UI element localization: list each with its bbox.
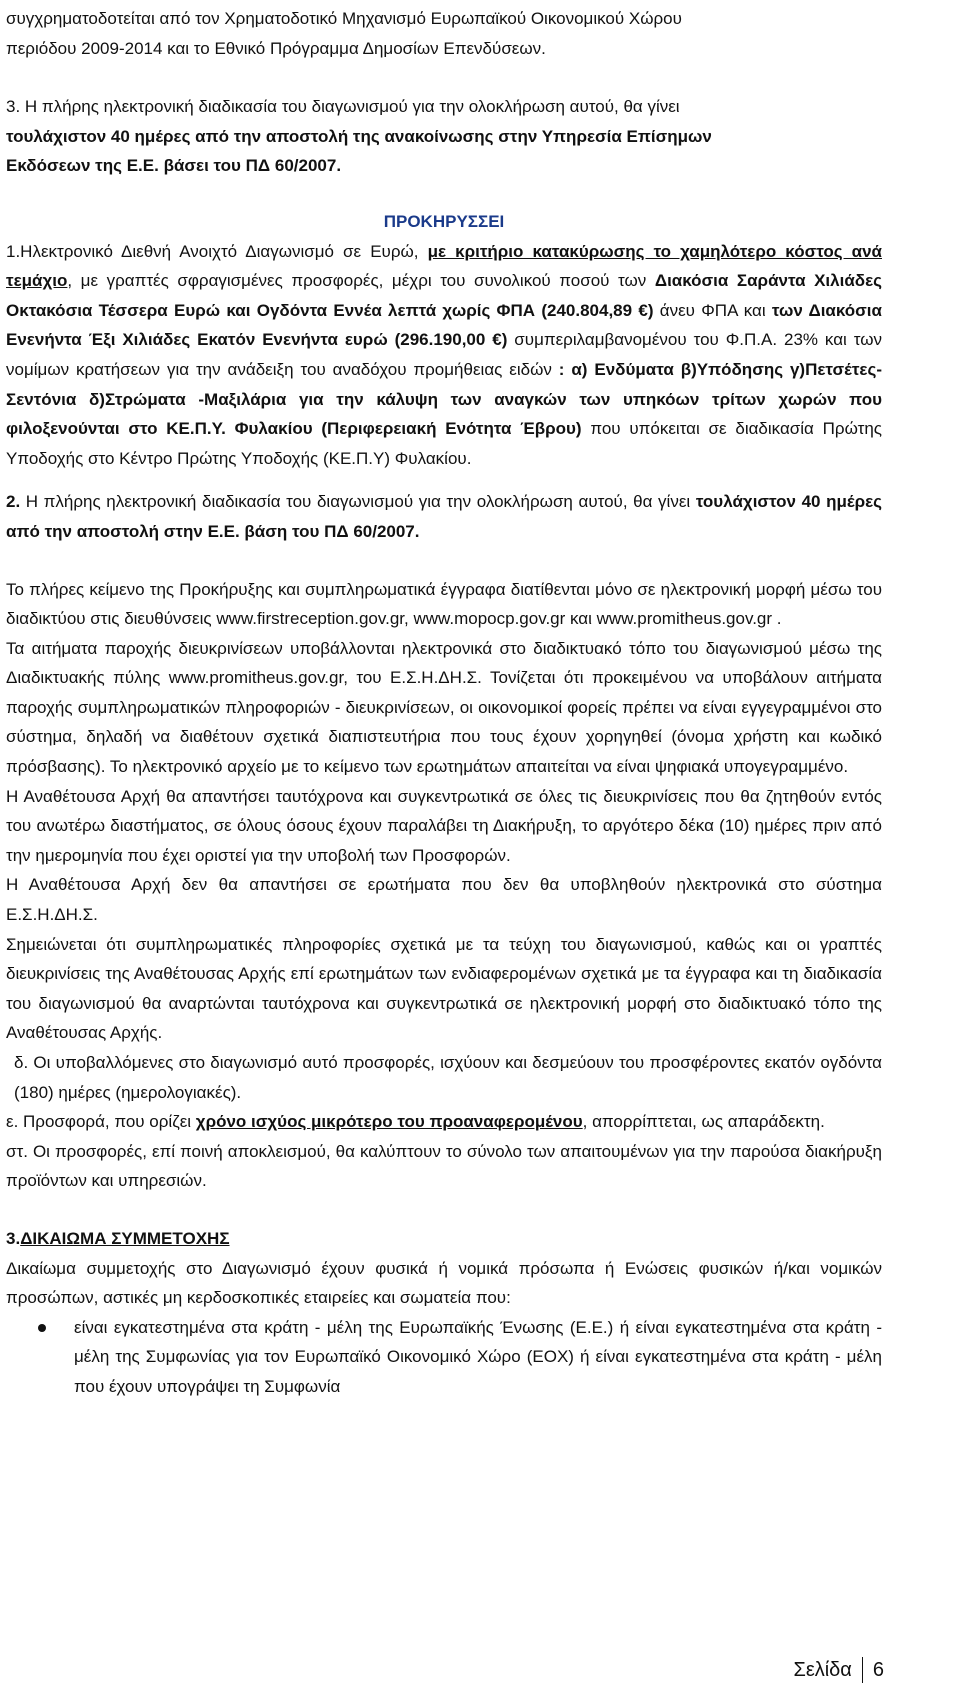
authority-answer-text: Η Αναθέτουσα Αρχή θα απαντήσει ταυτόχρονα και συγκεντρωτικά σε όλες τις διευκρινίσεις που θα ζητηθούν εντός του ανωτέρω διαστήματος, σε όλους όσους έχουν παραλάβει τη Διακήρυξη, το αργότερο δέκα (10) ημέρες πριν από την ημερομηνία που έχει οριστεί για την υποβολή των Προσφορών. (6, 786, 882, 865)
item-3-line-c: Εκδόσεων της Ε.Ε. βάσει του ΠΔ 60/2007. (6, 156, 342, 176)
shorter-validity-text: χρόνο ισχύος μικρότερο του προαναφερομένου (195, 1112, 583, 1132)
award-criterion-text: με κριτήριο κατακύρωσης το χαμηλότερο κόστος ανά τεμάχιο (6, 241, 882, 291)
clarifications-paragraph (6, 634, 882, 782)
coverage-text: στ. Οι προσφορές, επί ποινή αποκλεισμού, θα καλύπτουν το σύνολο των απαιτουμένων για την παρούσα διακήρυξη προϊόντων και υπηρεσιών. (6, 1141, 882, 1191)
intro-paragraph (6, 4, 882, 63)
amount-without-vat-text: Διακόσια Σαράντα Χιλιάδες Οκτακόσια Τέσσερα Ευρώ και Ογδόντα Εννέα λεπτά χωρίς ΦΠΑ (240.804,89 (6, 271, 882, 320)
section-3-number: 3. (6, 1228, 21, 1248)
item-2-paragraph (6, 487, 882, 546)
items-list-text: : α) Ενδύματα β)Υπόδησης γ)Πετσέτες-Σεντόνια δ)Στρώματα -Μαξιλάρια για την κάλυψη των αναγκών των υπηκόων τρίτων χωρών που φιλοξενούνται στο ΚΕ.Π.Υ. Φυλακίου (Περιφερειακή Ενότητα Έβρου) (6, 359, 882, 439)
proclamation-heading (6, 207, 882, 237)
eligibility-paragraph (6, 1254, 882, 1313)
bullet-marker (6, 1313, 46, 1402)
tender-paragraph (6, 237, 882, 474)
note-paragraph (6, 930, 882, 1048)
no-answer-text: Η Αναθέτουσα Αρχή δεν θα απαντήσει σε ερωτήματα που δεν θα υποβληθούν ηλεκτρονικά στο σύστημα Ε.Σ.Η.ΔΗ.Σ. (6, 875, 882, 925)
footer-divider (862, 1657, 863, 1683)
offer-validity-text: δ. Οι υποβαλλόμενες στο διαγωνισμό αυτό προσφορές, ισχύουν και δεσμεύουν του προσφέροντες εκατόν ογδόντα (180) ημέρες (ημερολογιακές). (14, 1053, 882, 1102)
document-page (6, 0, 882, 1402)
section-3-title: ΔΙΚΑΙΩΜΑ ΣΥΜΜΕΤΟΧΗΣ (20, 1228, 230, 1248)
coverage-paragraph (6, 1137, 882, 1196)
item-3-line-a: 3. Η πλήρης ηλεκτρονική διαδικασία του διαγωνισμού για την ολοκλήρωση αυτού, θα γίνει (6, 97, 680, 117)
intro-line-1: συγχρηματοδοτείται από τον Χρηματοδοτικό Μηχανισμό Ευρωπαϊκού Οικονομικού Χώρου (6, 9, 682, 28)
item-2-text: Η πλήρης ηλεκτρονική διαδικασία του διαγωνισμού για την ολοκλήρωση αυτού, θα γίνει (20, 492, 696, 512)
item-2-number: 2. (6, 492, 21, 512)
eligibility-bullet (6, 1313, 882, 1402)
item-2-deadline-text: τουλάχιστον 40 ημέρες από την αποστολή στην Ε.Ε. βάση του ΠΔ 60/2007. (6, 492, 882, 541)
eligibility-text: Δικαίωμα συμμετοχής στο Διαγωνισμό έχουν φυσικά ή νομικά πρόσωπα ή Ενώσεις φυσικών ή/και νομικών προσώπων, αστικές μη κερδοσκοπικές εταιρείες και σωματεία που: (6, 1258, 882, 1308)
tender-offers-text: , με γραπτές σφραγισμένες προσφορές, μέχρι του συνολικού ποσού των (67, 271, 655, 291)
no-answer-paragraph (6, 870, 882, 929)
euro-sign-1: €) (638, 300, 654, 320)
page-footer (793, 1657, 884, 1683)
item-3-paragraph (6, 92, 882, 181)
euro-sign-2: €) (492, 330, 508, 350)
rejection-intro-text: ε. Προσφορά, που ορίζει (6, 1112, 196, 1132)
note-text: Σημειώνεται ότι συμπληρωματικές πληροφορίες σχετικά με τα τεύχη του διαγωνισμού, καθώς και οι γραπτές διευκρινίσεις της Αναθέτουσας Αρχής επί ερωτημάτων των ενδιαφερομένων σχετικά με τα έγγραφα και τη διαδικασία του διαγωνισμού θα αναρτώνται ταυτόχρονα και συγκεντρωτικά σε ηλεκτρονική μορφή στο διαδικτυακό τόπο της Αναθέτουσας Αρχής. (6, 934, 882, 1043)
authority-answer-paragraph (6, 782, 882, 871)
amount-with-vat-text: των Διακόσια Ενενήντα Έξι Χιλιάδες Εκατόν Ενενήντα ευρώ (296.190,00 (6, 300, 882, 350)
page-label: Σελίδα (793, 1658, 852, 1681)
item-3-line-b: τουλάχιστον 40 ημέρες από την αποστολή της ανακοίνωσης στην Υπηρεσία Επίσημων (6, 126, 712, 146)
without-vat-text: άνευ ΦΠΑ και (653, 300, 772, 320)
intro-line-2: περιόδου 2009-2014 και το Εθνικό Πρόγραμμα Δημοσίων Επενδύσεων. (6, 38, 546, 58)
proclamation-heading-text: ΠΡΟΚΗΡΥΣΣΕΙ (383, 211, 505, 231)
offer-validity-paragraph (6, 1048, 882, 1107)
tender-intro-text: 1.Ηλεκτρονικό Διεθνή Ανοιχτό Διαγωνισμό σε Ευρώ, (6, 241, 428, 261)
clarifications-text: Τα αιτήματα παροχής διευκρινίσεων υποβάλλονται ηλεκτρονικά στο διαδικτυακό τόπο του διαγωνισμού μέσω της Διαδικτυακής πύλης www.promitheus.gov.gr, του Ε.Σ.Η.ΔΗ.Σ. Τονίζεται ότι προκειμένου να υποβάλουν αιτήματα παροχής συμπληρωματικών πληροφοριών - διευκρινίσεων, οι οικονομικοί φορείς πρέπει να είναι εγγεγραμμένοι στο σύστημα, δηλαδή να διαθέτουν σχετικά διαπιστευτήρια που τους έχουν χορηγηθεί (όνομα χρήστη και κωδικό πρόσβασης). Το ηλεκτρονικό αρχείο με το κείμενο των ερωτημάτων απαιτείται να είναι ψηφιακά υπογεγραμμένο. (6, 638, 882, 777)
tender-purpose-text: συμπεριλαμβανομένου του Φ.Π.Α. 23% και των νομίμων κρατήσεων για την ανάδειξη του αναδόχου προμήθειας ειδών (6, 330, 882, 379)
bullet-text: είναι εγκατεστημένα στα κράτη - μέλη της Ευρωπαϊκής Ένωσης (Ε.Ε.) ή είναι εγκατεστημένα στα κράτη - μέλη της Συμφωνίας για τον Ευρωπαϊκό Οικονομικό Χώρο (ΕΟΧ) ή είναι εγκατεστημένα στα κράτη - μέλη που έχουν υπογράψει τη Συμφωνία (74, 1317, 882, 1396)
full-text-paragraph (6, 575, 882, 634)
page-number: 6 (872, 1658, 884, 1681)
rejection-end-text: , απορρίπτεται, ως απαράδεκτη. (582, 1112, 825, 1132)
tender-location-text: που υπόκειται σε διαδικασία Πρώτης Υποδοχής στο Κέντρο Πρώτης Υποδοχής (ΚΕ.Π.Υ) Φυλακίου. (6, 419, 882, 468)
section-3-heading (6, 1224, 882, 1254)
full-text-text: Το πλήρες κείμενο της Προκήρυξης και συμπληρωματικά έγγραφα διατίθενται μόνο σε ηλεκτρονική μορφή μέσω του διαδικτύου στις διευθύνσεις www.firstreception.gov.gr, www.mopocp.gov.gr και www.promitheus.gov.gr . (6, 579, 882, 629)
rejection-paragraph (6, 1107, 882, 1137)
